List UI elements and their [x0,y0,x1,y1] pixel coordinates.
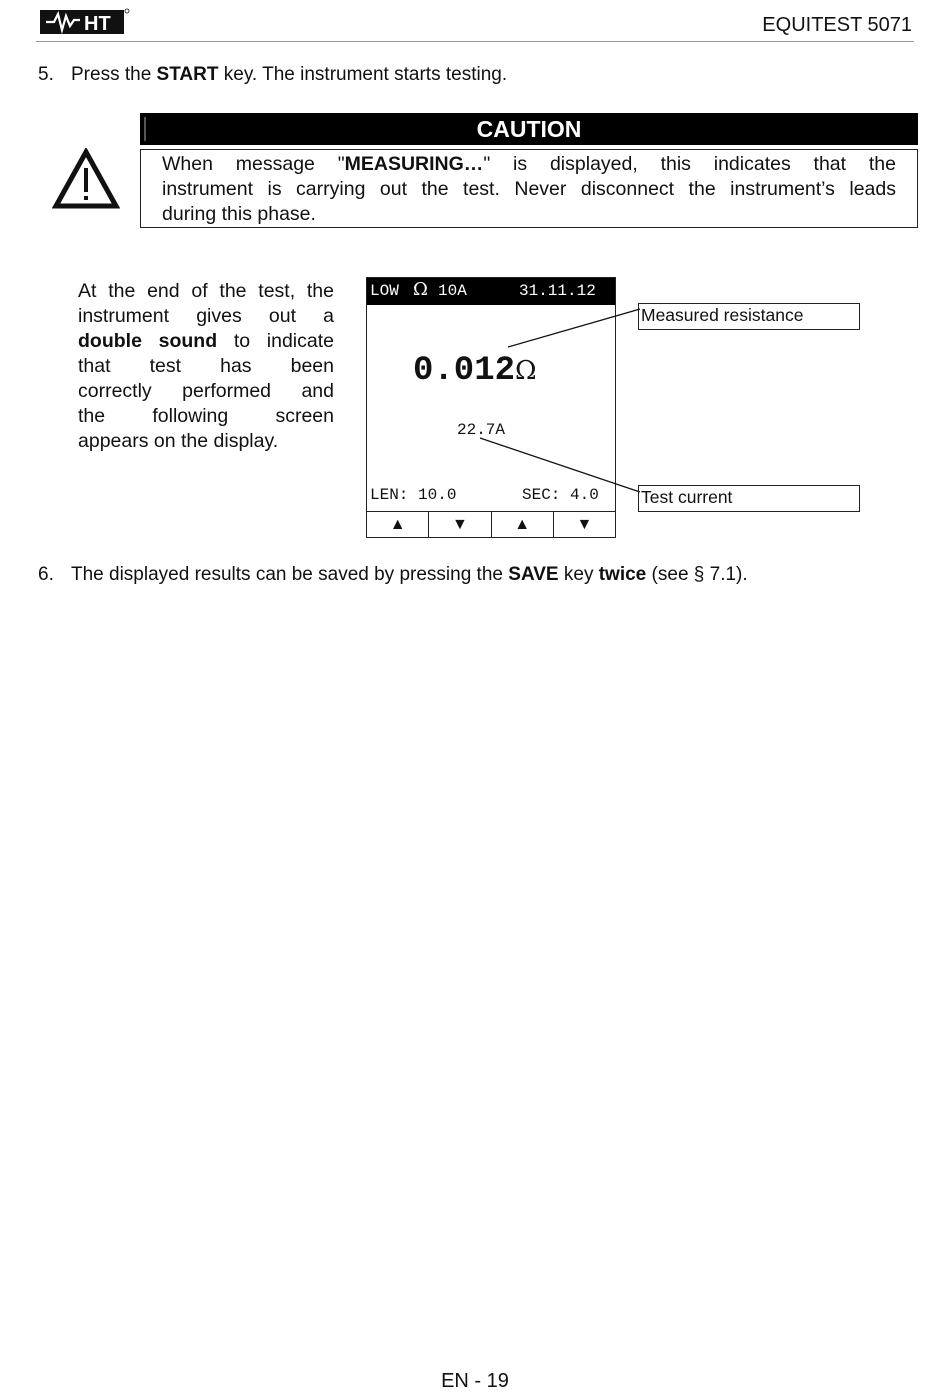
text-run: appears on the display. [78,430,279,452]
text-run: (see § 7.1). [646,564,748,585]
text-run: instrument is carrying out the test. Never disconnect the instrument’s leads [162,178,896,200]
leader-measured-resistance [508,309,640,347]
bold-text: MEASURING… [344,153,484,175]
text-run: that test has been [78,355,334,377]
page-number: EN - 19 [441,1370,509,1392]
mode-prefix: LOW [370,282,399,300]
bold-text: SAVE [508,564,559,585]
sec-readout: SEC: 4.0 [522,486,599,504]
bold-text: double sound [78,330,218,352]
text-run: At the end of the test, the [78,280,334,302]
text-run: key [558,564,599,585]
step-6 [38,564,748,586]
text-run: the following screen [78,405,334,427]
len-readout: LEN: 10.0 [370,486,457,504]
document-title: EQUITEST 5071 [762,14,912,36]
text-run: key. The instrument starts testing. [218,64,508,85]
up-arrow-icon: ▲ [514,516,531,533]
measured-unit: Ω [515,356,537,386]
bold-text: twice [598,564,647,585]
text-run: to indicate [217,330,334,352]
step-number: 6. [38,564,54,585]
text-run: The displayed results can be saved by pressing the [71,564,509,585]
callout-test-current: Test current [638,485,860,512]
caution-title: CAUTION [476,116,582,142]
current-setting: 10A [438,282,467,300]
measured-value: 0.012 [413,352,516,390]
callout-measured-resistance: Measured resistance [638,303,860,330]
text-run: " is displayed, this indicates that the [483,153,896,175]
step-number: 5. [38,64,54,85]
display-date: 31.11.12 [519,282,596,300]
text-run: Press the [71,64,157,85]
mode-symbol: Ω [413,279,428,300]
text-run: during this phase. [162,203,316,225]
down-arrow-icon: ▼ [576,516,593,533]
bold-text: START [156,64,219,85]
up-arrow-icon: ▲ [389,516,406,533]
logo-text: HT [84,13,111,35]
text-run: instrument gives out a [78,305,334,327]
test-current-value: 22.7A [457,421,506,439]
text-run: When message " [162,153,345,175]
step-text [71,564,748,585]
down-arrow-icon: ▼ [451,516,468,533]
text-run: correctly performed and [78,380,334,402]
leader-test-current [480,438,640,492]
